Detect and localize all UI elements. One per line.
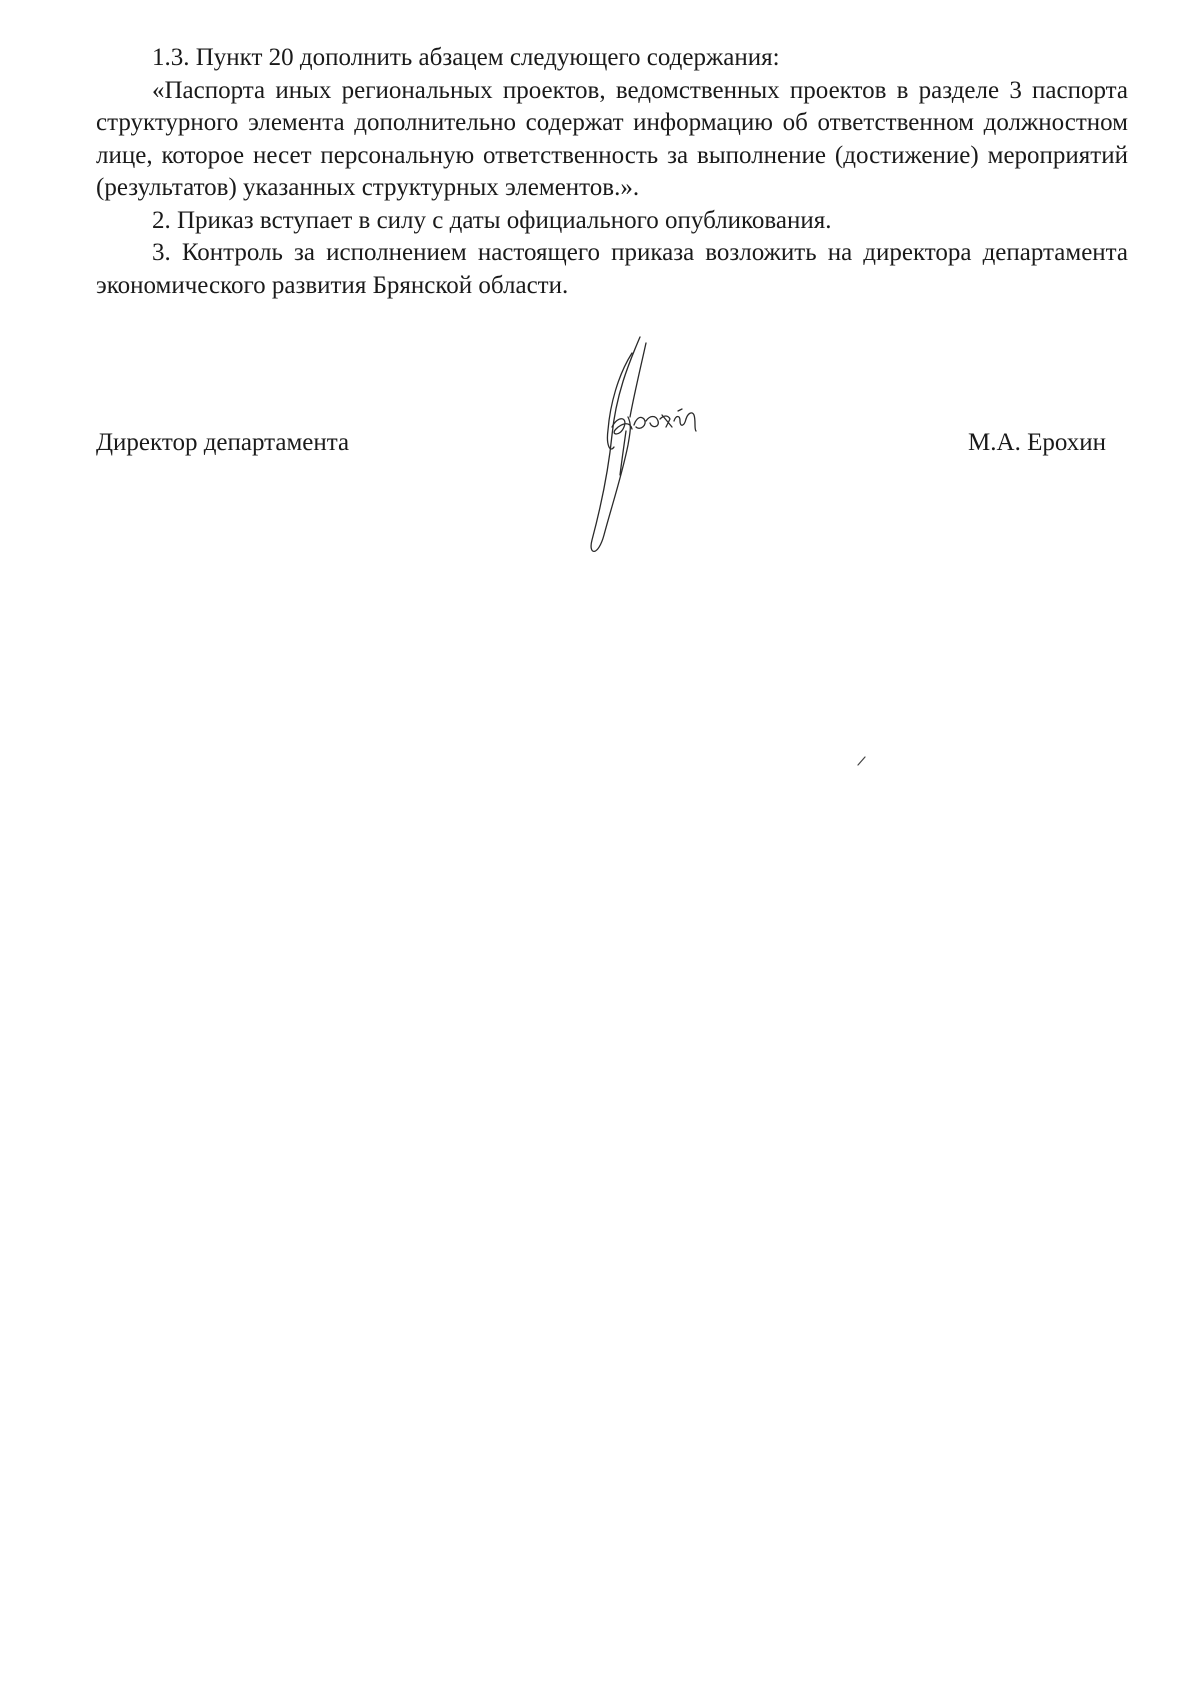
document-body <box>96 42 1128 302</box>
handwritten-signature <box>570 335 740 565</box>
signatory-position: Директор департамента <box>96 429 350 456</box>
paragraph-item-2: 2. Приказ вступает в силу с даты официального опубликования. <box>152 206 832 234</box>
paragraph-item-1-3: 1.3. Пункт 20 дополнить абзацем следующего содержания: <box>152 44 780 71</box>
paragraph-quoted-addition: «Паспорта иных региональных проектов, ведомственных проектов в разделе 3 паспорта структурного элемента дополнительно содержат информацию об ответственном должностном лице, которое несет персональную ответственность за выполнение (достижение) мероприятий (результатов) указанных структурных элементов.». <box>96 76 1128 201</box>
signatory-name: М.А. Ерохин <box>968 429 1106 456</box>
paragraph-item-3: 3. Контроль за исполнением настоящего приказа возложить на директора департамента экономического развития Брянской области. <box>96 239 1128 299</box>
scan-speck <box>852 750 872 770</box>
